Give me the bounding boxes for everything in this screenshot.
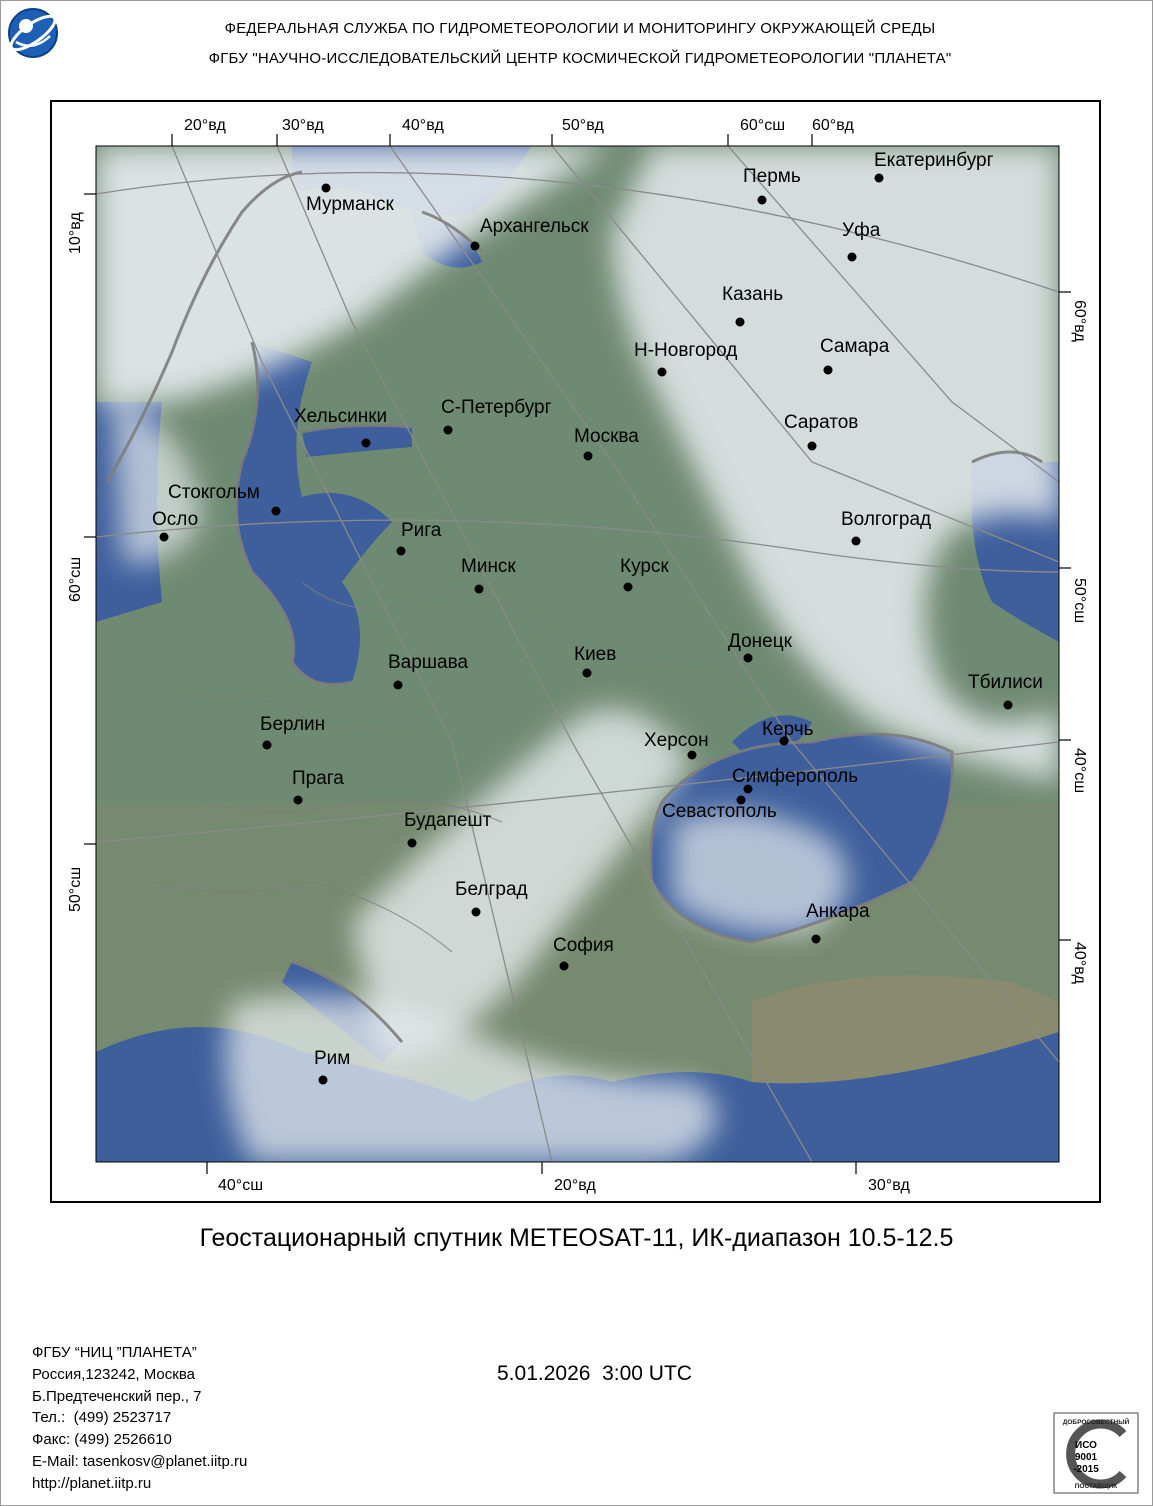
city-label-helsinki: Хельсинки — [294, 406, 388, 427]
iso-badge-top: ДОБРОСОВЕСТНЫЙ — [1062, 1419, 1130, 1426]
city-label-warsaw: Варшава — [388, 652, 469, 673]
contact-info — [32, 1342, 247, 1495]
footer-email: E-Mail: tasenkosv@planet.iitp.ru — [32, 1452, 248, 1470]
city-dot-belgrade — [472, 908, 481, 917]
city-dot-ekaterinburg — [875, 174, 884, 183]
iso-badge-line3: -2015 — [1073, 1464, 1099, 1475]
city-dot-kiev — [583, 669, 592, 678]
grid-label-top-3: 40°вд — [402, 117, 444, 134]
city-dot-rome — [319, 1076, 328, 1085]
city-label-tbilisi: Тбилиси — [968, 672, 1043, 693]
city-label-prague: Прага — [292, 768, 344, 789]
city-label-perm: Пермь — [743, 166, 801, 187]
city-label-spb: С-Петербург — [441, 397, 552, 418]
grid-label-bottom-2: 20°вд — [554, 1177, 596, 1194]
footer-address-1: Россия,123242, Москва — [32, 1365, 195, 1383]
city-label-kerch: Керчь — [762, 719, 814, 740]
city-dot-budapest — [408, 839, 417, 848]
city-dot-prague — [294, 796, 303, 805]
city-label-volgograd: Волгоград — [841, 509, 932, 530]
city-dot-stockholm — [272, 507, 281, 516]
city-label-ekaterinburg: Екатеринбург — [874, 150, 994, 171]
city-label-nnovgorod: Н-Новгород — [634, 340, 738, 361]
observation-datetime: 5.01.2026 3:00 UTC — [497, 1362, 692, 1385]
grid-label-top-6: 60°вд — [812, 117, 854, 134]
city-label-berlin: Берлин — [260, 714, 326, 735]
city-label-kazan: Казань — [722, 284, 784, 305]
city-label-minsk: Минск — [461, 556, 516, 577]
city-dot-volgograd — [852, 537, 861, 546]
map-frame — [50, 100, 1101, 1203]
city-label-rome: Рим — [314, 1048, 351, 1069]
satellite-map — [52, 102, 1103, 1205]
city-dot-arkhangelsk — [471, 242, 480, 251]
grid-label-left-3: 50°сш — [67, 866, 84, 912]
iso-badge-line2: 9001 — [1074, 1452, 1098, 1463]
city-label-stockholm: Стокгольм — [168, 482, 260, 503]
grid-label-left-2: 60°сш — [67, 556, 84, 602]
grid-label-right-4: 40°вд — [1071, 942, 1088, 984]
grid-label-top-1: 20°вд — [184, 117, 226, 134]
city-label-ankara: Анкара — [806, 901, 870, 922]
city-dot-samara — [824, 366, 833, 375]
city-dot-ankara — [812, 935, 821, 944]
city-label-moscow: Москва — [574, 426, 639, 447]
footer-address-2: Б.Предтеченский пер., 7 — [32, 1387, 202, 1405]
city-dot-minsk — [475, 585, 484, 594]
city-label-budapest: Будапешт — [404, 810, 492, 831]
city-dot-perm — [758, 196, 767, 205]
grid-label-bottom-3: 30°вд — [868, 1177, 910, 1194]
city-dot-riga — [397, 547, 406, 556]
city-label-sevastopol: Севастополь — [662, 801, 777, 822]
footer-org: ФГБУ “НИЦ ”ПЛАНЕТА” — [32, 1344, 197, 1361]
city-dot-moscow — [584, 452, 593, 461]
image-caption: Геостационарный спутник METEOSAT-11, ИК-диапазон 10.5-12.5 — [199, 1224, 954, 1252]
grid-label-right-2: 50°сш — [1071, 578, 1088, 624]
header-center: ФГБУ "НАУЧНО-ИССЛЕДОВАТЕЛЬСКИЙ ЦЕНТР КОСМИЧЕСКОЙ ГИДРОМЕТЕОРОЛОГИИ "ПЛАНЕТА" — [208, 50, 952, 67]
city-label-arkhangelsk: Архангельск — [480, 216, 589, 237]
grid-label-bottom-1: 40°сш — [218, 1177, 264, 1194]
city-label-simferopol: Симферополь — [732, 766, 859, 787]
city-dot-donetsk — [744, 654, 753, 663]
city-label-saratov: Саратов — [784, 412, 859, 433]
city-dot-kursk — [624, 583, 633, 592]
city-dot-kazan — [736, 318, 745, 327]
footer-fax: Факс: (499) 2526610 — [32, 1431, 172, 1449]
city-label-donetsk: Донецк — [728, 631, 792, 652]
city-label-oslo: Осло — [152, 509, 199, 530]
city-dot-tbilisi — [1004, 701, 1013, 710]
city-dot-murmansk — [322, 184, 331, 193]
planeta-logo-icon — [6, 6, 60, 60]
city-dot-sofia — [560, 962, 569, 971]
header-agency: ФЕДЕРАЛЬНАЯ СЛУЖБА ПО ГИДРОМЕТЕОРОЛОГИИ И МОНИТОРИНГУ ОКРУЖАЮЩЕЙ СРЕДЫ — [224, 20, 936, 37]
footer-url: http://planet.iitp.ru — [32, 1474, 152, 1492]
city-label-kursk: Курск — [620, 556, 669, 577]
city-dot-warsaw — [394, 681, 403, 690]
city-label-riga: Рига — [401, 520, 442, 541]
city-dot-oslo — [160, 533, 169, 542]
city-label-kherson: Херсон — [644, 730, 709, 751]
city-label-ufa: Уфа — [842, 220, 881, 241]
grid-label-left-1: 10°вд — [67, 212, 84, 254]
city-label-samara: Самара — [820, 336, 890, 357]
grid-label-right-3: 40°сш — [1071, 748, 1088, 794]
grid-label-top-4: 50°вд — [562, 117, 604, 134]
city-dot-berlin — [263, 741, 272, 750]
city-dot-spb — [444, 426, 453, 435]
city-label-belgrade: Белград — [455, 879, 528, 900]
grid-label-right-1: 60°вд — [1071, 300, 1088, 342]
city-label-sofia: София — [553, 935, 614, 956]
footer-phone: Тел.: (499) 2523717 — [32, 1409, 172, 1427]
city-dot-kherson — [688, 751, 697, 760]
iso-badge-line1: ИСО — [1075, 1440, 1097, 1451]
city-dot-helsinki — [362, 439, 371, 448]
iso-badge-bottom: ПОСТАВЩИК — [1074, 1483, 1118, 1490]
grid-label-top-5: 60°сш — [740, 117, 786, 134]
grid-label-top-2: 30°вд — [282, 117, 324, 134]
city-dot-ufa — [848, 253, 857, 262]
city-dot-saratov — [808, 442, 817, 451]
iso-9001-badge-icon — [1053, 1412, 1139, 1494]
city-label-kiev: Киев — [574, 644, 617, 665]
city-label-murmansk: Мурманск — [306, 194, 394, 215]
city-dot-nnovgorod — [658, 368, 667, 377]
